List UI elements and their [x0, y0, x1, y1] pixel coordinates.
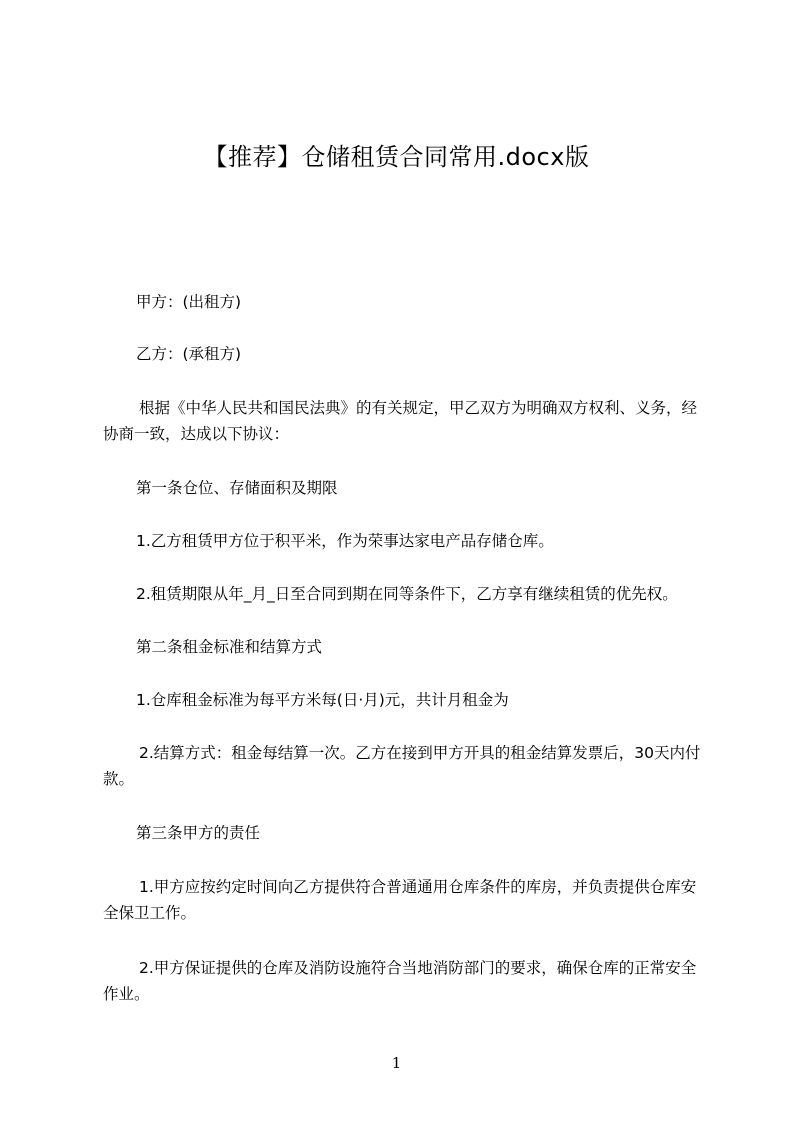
article-3-clause-1: 1.甲方应按约定时间向乙方提供符合普通通用仓库条件的库房，并负责提供仓库安全保卫工作。: [103, 878, 697, 922]
article-1-clause-2: 2.租赁期限从年_月_日至合同到期在同等条件下，乙方享有继续租赁的优先权。: [136, 585, 678, 603]
article-3-heading: 第三条甲方的责任: [136, 824, 261, 842]
document-title: 【推荐】仓储租赁合同常用.docx版: [203, 143, 590, 171]
article-1-clause-1: 1.乙方租赁甲方位于积平米，作为荣事达家电产品存储仓库。: [136, 532, 554, 550]
article-3-clause-2: 2.甲方保证提供的仓库及消防设施符合当地消防部门的要求，确保仓库的正常安全作业。: [103, 959, 697, 1003]
article-1-heading: 第一条仓位、存储面积及期限: [136, 479, 338, 497]
page-number: 1: [391, 1054, 402, 1072]
article-2-clause-1: 1.仓库租金标准为每平方米每(日·月)元，共计月租金为: [136, 691, 509, 709]
preamble-paragraph: 根据《中华人民共和国民法典》的有关规定，甲乙双方为明确双方权利、义务，经协商一致，达成以下协议：: [103, 399, 698, 443]
article-2-clause-2: 2.结算方式：租金每结算一次。乙方在接到甲方开具的租金结算发票后，30天内付款。: [103, 744, 701, 788]
party-a-line: 甲方：(出租方): [136, 293, 242, 311]
article-2-heading: 第二条租金标准和结算方式: [136, 638, 323, 656]
party-b-line: 乙方：(承租方): [136, 345, 242, 363]
